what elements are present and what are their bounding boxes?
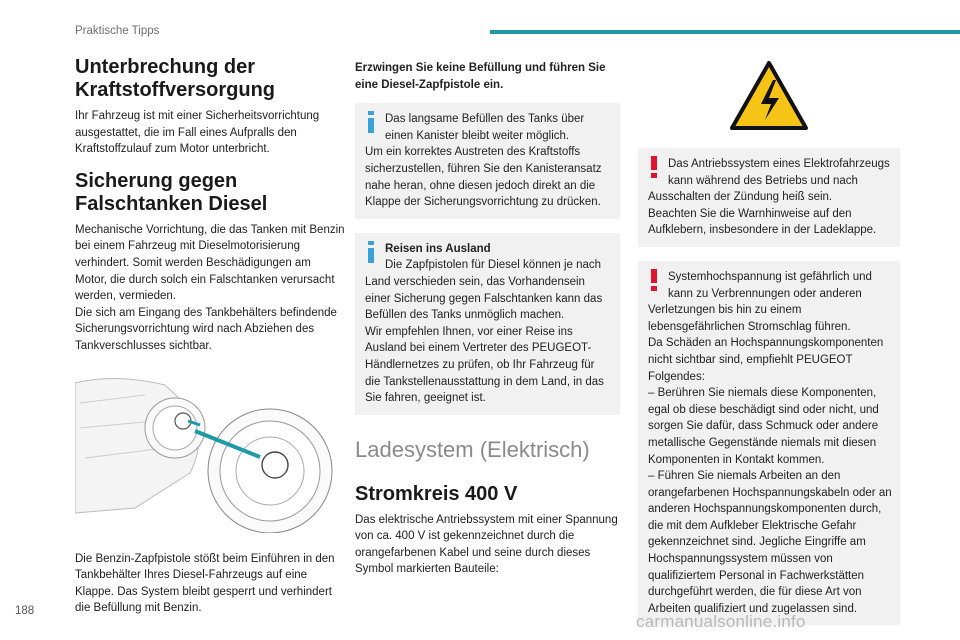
- warning-icon: [648, 156, 660, 178]
- heading-400v-circuit: Stromkreis 400 V: [355, 482, 518, 505]
- info-note-slow-filling: [355, 103, 620, 219]
- warning-hv-text: kann zu Verbrennungen oder anderen Verletzungen bis hin zu einem lebensgefährlichen Stromschlag führen.: [648, 287, 862, 333]
- heading-misfuel-protection: Sicherung gegen Falschtanken Diesel: [75, 169, 268, 215]
- info-note-abroad-title: Reisen ins Ausland: [385, 242, 491, 255]
- misfuel-description: Mechanische Vorrichtung, die das Tanken mit Benzin bei einem Fahrzeug mit Dieselmotorisierung verhindert. Somit werden Beschädigungen am Motor, die durch solch ein Falschtanken verursacht werden, vermieden.: [75, 223, 345, 303]
- info-note-line2: einen Kanister bleibt weiter möglich.: [385, 129, 570, 142]
- info-note-abroad: [355, 233, 620, 415]
- warning-icon: [648, 269, 660, 291]
- warning-hot-text: kann während des Betriebs und nach Ausschalten der Zündung heiß sein.: [648, 174, 858, 204]
- info-icon: [365, 111, 377, 133]
- warning-hot-labels: Beachten Sie die Warnhinweise auf den Aufklebern, insbesondere in der Ladeklappe.: [648, 207, 877, 237]
- column-left: [75, 56, 345, 617]
- fuel-cutoff-text: Ihr Fahrzeug ist mit einer Sicherheitsvorrichtung ausgestattet, die im Fall eines Aufpralls den Kraftstoffzulauf zum Motor unterbricht.: [75, 110, 320, 156]
- watermark: carmanualsonline.info: [636, 612, 806, 631]
- fuel-filler-drawing: [75, 373, 345, 533]
- warning-hv-recommendation: Da Schäden an Hochspannungskomponenten nicht sichtbar sind, empfiehlt PEUGEOT Folgendes:: [648, 337, 884, 383]
- info-note-line1: Das langsame Befüllen des Tanks über: [385, 113, 585, 126]
- column-middle: [355, 60, 620, 578]
- heading-fuel-cutoff: Unterbrechung der Kraftstoffversorgung: [75, 56, 276, 101]
- warning-hv-line1: Systemhochspannung ist gefährlich und: [668, 270, 872, 283]
- warning-hot-line1: Das Antriebssystem eines Elektrofahrzeugs: [668, 158, 890, 170]
- warning-hv-item-1: – Berühren Sie niemals diese Komponenten, egal ob diese beschädigt sind oder nicht, und sorgen Sie dafür, dass Schmuck oder andere metallische Gegenstände niemals mit diesen Komponenten in Kontakt kommen.: [648, 387, 879, 466]
- warning-note-high-voltage: [638, 261, 900, 625]
- info-icon: [365, 241, 377, 263]
- info-note-abroad-recommendation: Wir empfehlen Ihnen, vor einer Reise ins Ausland bei einem Vertreter des PEUGEOT-Händlernetzes zu prüfen, ob Ihr Fahrzeug für die Tankstellenausstattung in dem Land, in das Sie fahren, geeignet ist.: [365, 325, 604, 405]
- info-note-abroad-text: Die Zapfpistolen für Diesel können je nach Land verschieden sein, das Vorhandensein einer Sicherung gegen Falschtanken kann das Befüllen des Tanks unmöglich machen.: [365, 259, 603, 322]
- warning-hv-item-2: – Führen Sie niemals Arbeiten an den orangefarbenen Hochspannungskabeln oder an anderen Hochspannungskomponenten durch, die mit dem Aufkleber Elektrische Gefahr gekennzeichnet sind. Jegliche Eingriffe am Hochspannungssystem müssen von qualifiziertem Personal in Fachwerkstätten durchgeführt werden, die für diese Art von Arbeiten qualifiziert und zugelassen sind.: [648, 470, 892, 615]
- misfuel-visibility-text: Die sich am Eingang des Tankbehälters befindende Sicherungsvorrichtung wird nach Abziehen des Tankverschlusses sichtbar.: [75, 306, 337, 352]
- chapter-title-charging-system: Ladesystem (Elektrisch): [355, 436, 590, 462]
- do-not-force-filling-text: Erzwingen Sie keine Befüllung und führen Sie eine Diesel-Zapfpistole ein.: [355, 62, 606, 91]
- page-number: 188: [15, 605, 35, 617]
- petrol-nozzle-blocked-text: Die Benzin-Zapfpistole stößt beim Einführen in den Tankbehälter Ihres Diesel-Fahrzeugs auf eine Klappe. Das System bleibt gesperrt und verhindert die Befüllung mit Benzin.: [75, 552, 335, 615]
- high-voltage-warning-icon: [729, 60, 809, 132]
- warning-note-hot-drive: [638, 148, 900, 247]
- header-title: Praktische Tipps: [75, 25, 160, 37]
- header-accent-bar: [490, 30, 960, 34]
- 400v-circuit-text: Das elektrische Antriebssystem mit einer Spannung von ca. 400 V ist gekennzeichnet durch die orangefarbenen Kabel und seine durch dieses Symbol markierten Bauteile:: [355, 513, 618, 576]
- info-note-body: Um ein korrektes Austreten des Kraftstoffs sicherzustellen, führen Sie den Kanisteransatz nahe heran, ohne diesen jedoch direkt an die Klappe der Sicherungsvorrichtung zu drücken.: [365, 146, 602, 209]
- misfuel-device-illustration: [75, 373, 345, 533]
- column-right: [638, 60, 900, 625]
